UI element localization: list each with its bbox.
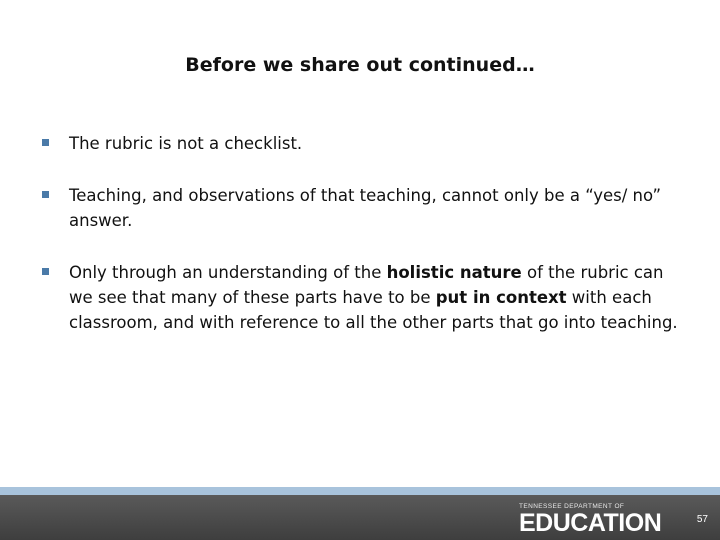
bullet-text-segment: Only through an understanding of the	[69, 263, 387, 282]
emphasis-put-in-context: put in context	[435, 288, 567, 307]
slide-title: Before we share out continued…	[185, 54, 535, 76]
bullet-text	[69, 134, 302, 153]
tn-education-logo	[519, 503, 679, 535]
bullet-list	[42, 131, 682, 335]
square-bullet-icon	[42, 268, 49, 275]
footer-bar	[0, 495, 720, 540]
logo-wordmark: EDUCATION	[519, 509, 662, 537]
bullet-item	[42, 260, 682, 335]
bullet-text-segment: Teaching, and observations of that teaching, cannot only be a “yes/ no” answer.	[69, 186, 662, 230]
footer-stripe	[0, 487, 720, 495]
bullet-text-segment: with each classroom, and with reference to all the other parts that go into teaching.	[69, 288, 678, 332]
bullet-text	[69, 186, 661, 230]
page-number: 57	[696, 514, 708, 525]
emphasis-holistic-nature: holistic nature	[386, 263, 522, 282]
bullet-text-segment: The rubric is not a checklist.	[69, 134, 303, 153]
bullet-text	[69, 263, 678, 332]
bullet-item	[42, 183, 682, 233]
square-bullet-icon	[42, 191, 49, 198]
square-bullet-icon	[42, 139, 49, 146]
bullet-item	[42, 131, 682, 156]
logo-subtitle: TENNESSEE DEPARTMENT OF	[519, 503, 625, 510]
bullet-text-segment: of the rubric can we see that many of these parts have to be	[69, 263, 664, 307]
